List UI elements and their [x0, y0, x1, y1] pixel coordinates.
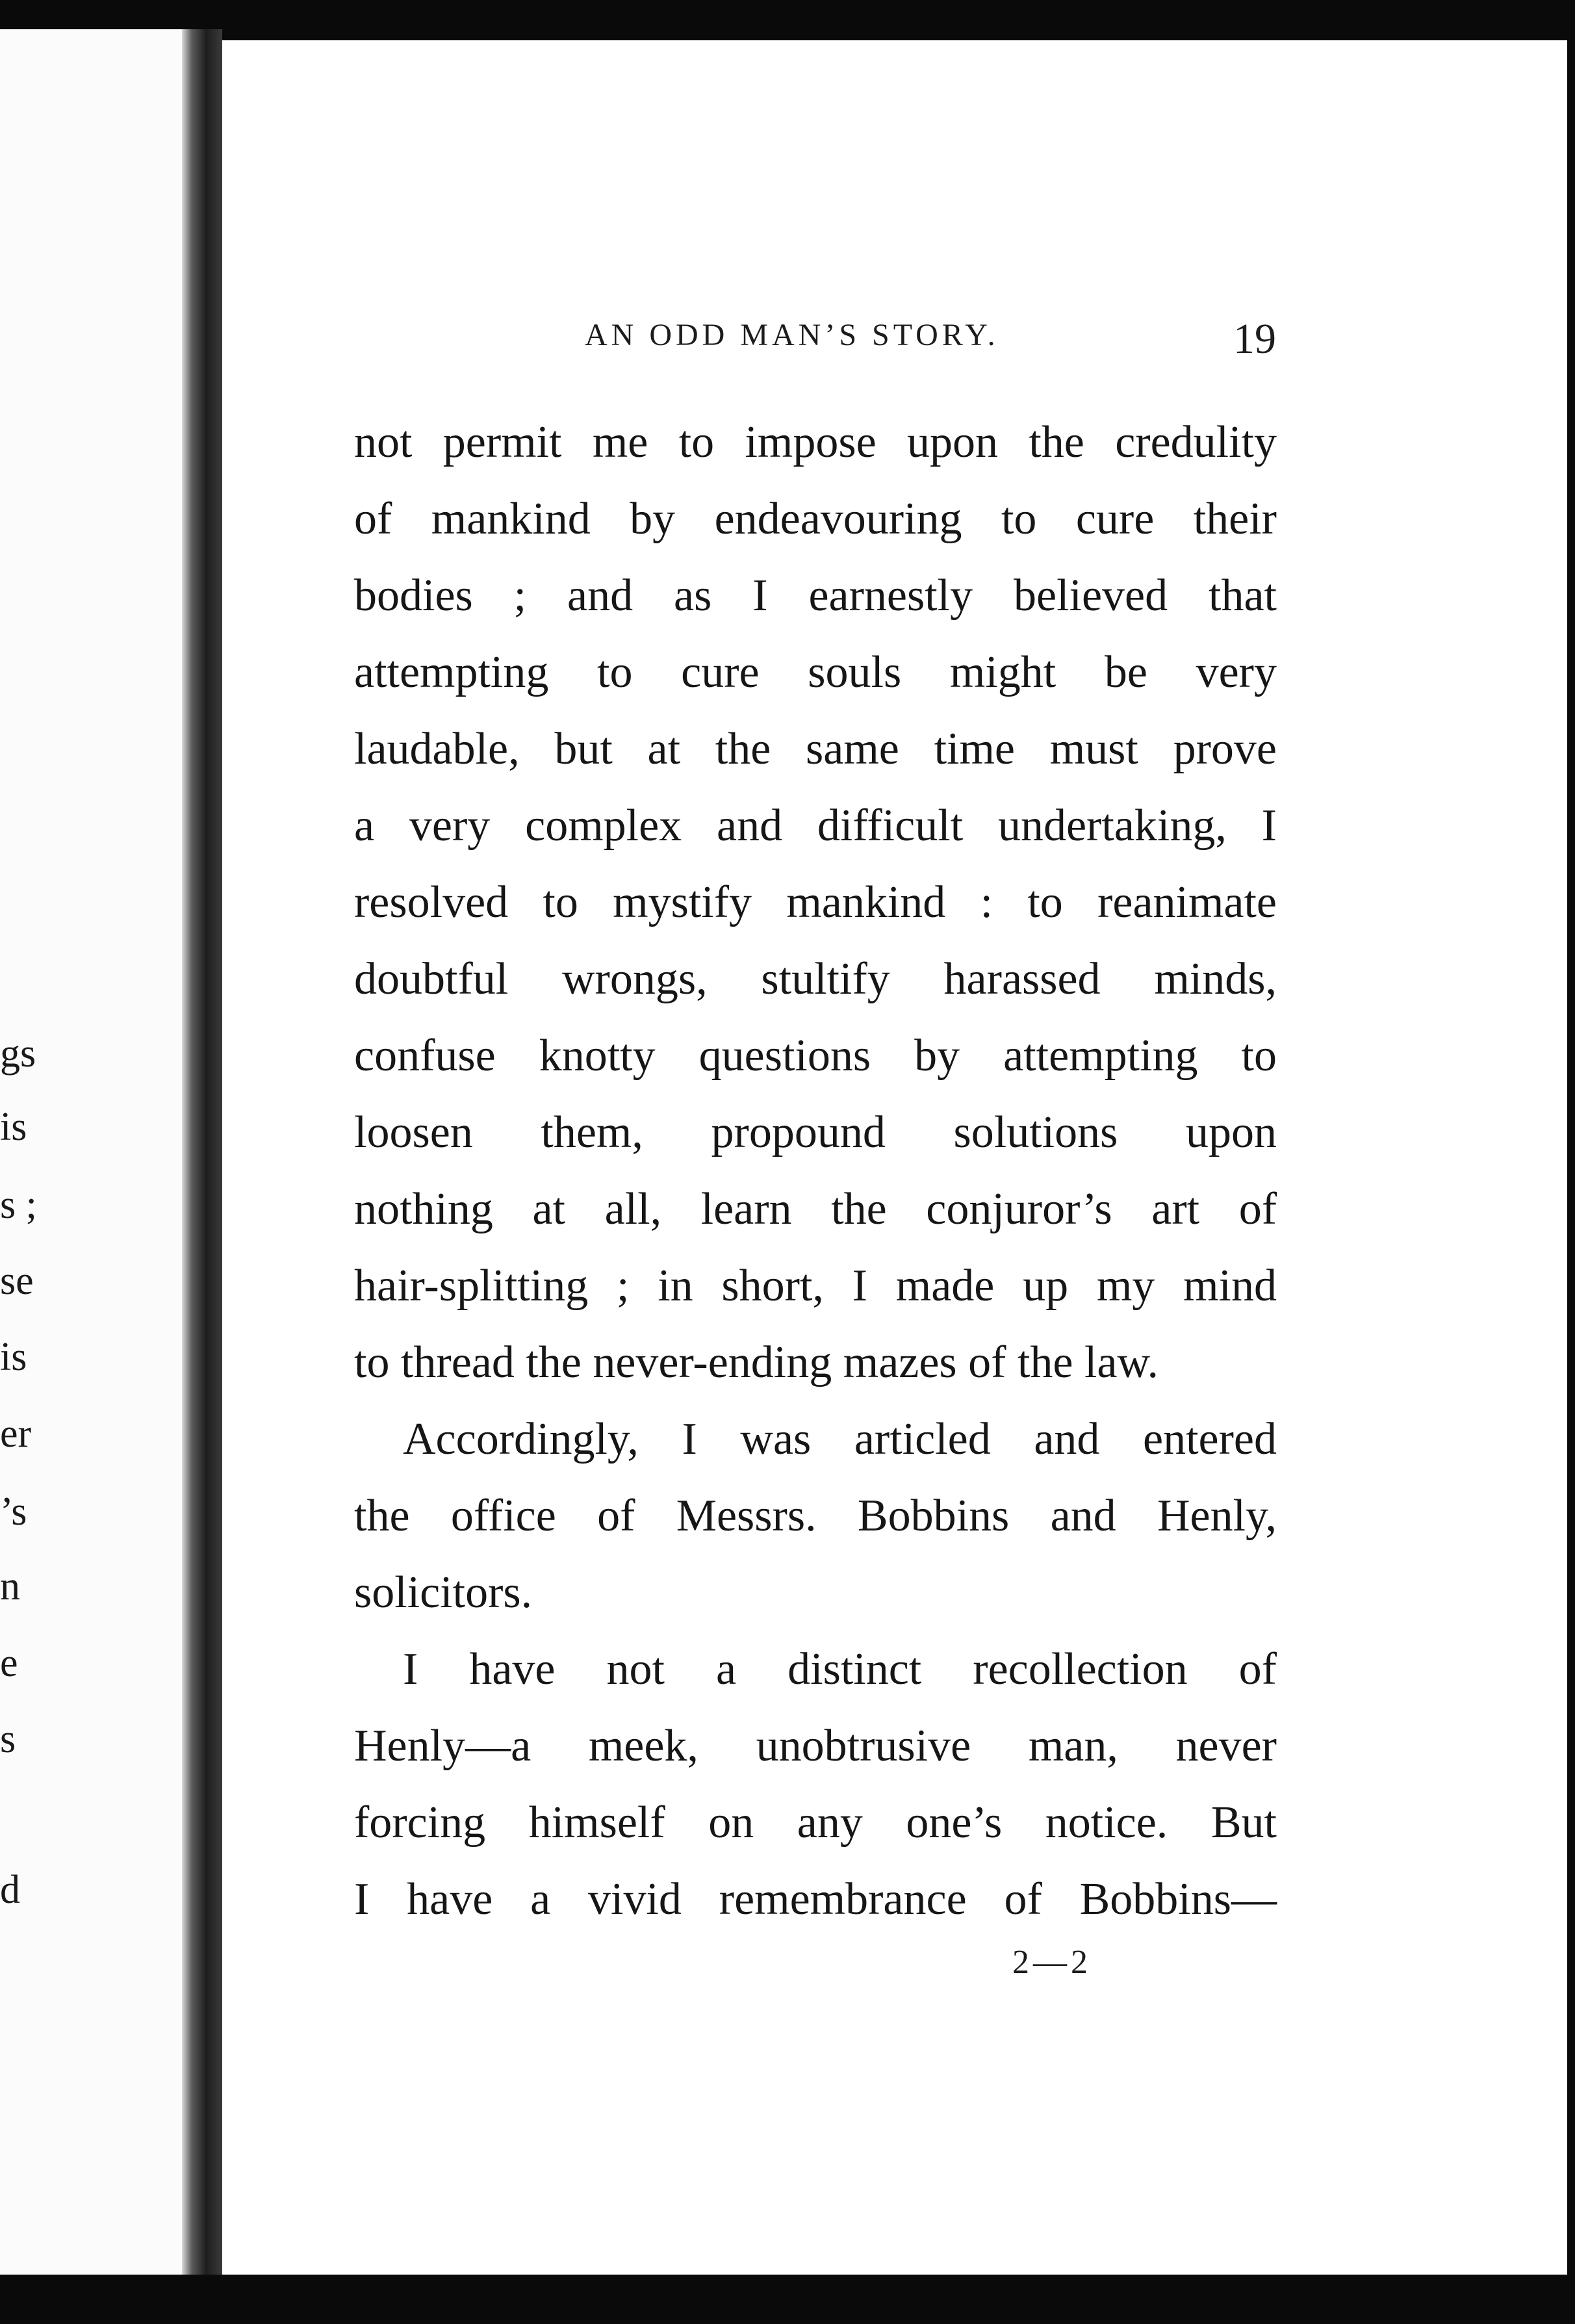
scan-top-border: [0, 0, 1575, 40]
text-line: hair-splitting ; in short, I made up my mind: [354, 1261, 1277, 1311]
facing-page-fragment: ’s: [0, 1490, 27, 1534]
text-line: of mankind by endeavouring to cure their: [354, 494, 1277, 544]
text-line: Henly—a meek, unobtrusive man, never: [354, 1721, 1277, 1771]
text-line: forcing himself on any one’s notice. But: [354, 1798, 1277, 1848]
facing-page-fragment: e: [0, 1641, 18, 1685]
facing-page-fragment: er: [0, 1412, 32, 1456]
text-line: a very complex and difficult undertaking, I: [354, 801, 1277, 851]
text-line: confuse knotty questions by attempting to: [354, 1031, 1277, 1081]
book-gutter: [182, 29, 222, 2275]
text-line: bodies ; and as I earnestly believed that: [354, 571, 1277, 621]
text-line: nothing at all, learn the conjuror’s art of: [354, 1184, 1277, 1234]
facing-page-fragment: se: [0, 1259, 34, 1303]
facing-page-fragment: gs: [0, 1031, 36, 1076]
facing-page-fragment: s: [0, 1717, 16, 1761]
signature-mark: 2—2: [1012, 1944, 1092, 1981]
text-line: I have not a distinct recollection of: [403, 1644, 1277, 1694]
facing-page-fragment: n: [0, 1564, 20, 1608]
text-line: I have a vivid remembrance of Bobbins—: [354, 1874, 1277, 1924]
page-number: 19: [1233, 315, 1276, 363]
facing-page-left: [0, 29, 182, 2275]
running-head: AN ODD MAN’S STORY.: [585, 318, 999, 352]
facing-page-fragment: d: [0, 1868, 20, 1912]
text-line: to thread the never-ending mazes of the law.: [354, 1337, 1159, 1388]
text-line: laudable, but at the same time must prove: [354, 724, 1277, 774]
text-line: doubtful wrongs, stultify harassed minds,: [354, 954, 1277, 1004]
text-line: resolved to mystify mankind : to reanimate: [354, 877, 1277, 927]
facing-page-fragment: is: [0, 1335, 27, 1379]
body-text: [354, 404, 1277, 1938]
facing-page-fragment: is: [0, 1105, 27, 1149]
text-line: the office of Messrs. Bobbins and Henly,: [354, 1491, 1277, 1541]
text-line: not permit me to impose upon the credulity: [354, 417, 1277, 467]
scan-bottom-border: [0, 2275, 1575, 2324]
scan-right-border: [1567, 0, 1575, 2324]
text-line: loosen them, propound solutions upon: [354, 1107, 1277, 1157]
facing-page-fragment: s ;: [0, 1183, 37, 1227]
text-line: solicitors.: [354, 1568, 533, 1618]
text-line: Accordingly, I was articled and entered: [403, 1414, 1277, 1464]
text-line: attempting to cure souls might be very: [354, 647, 1277, 697]
